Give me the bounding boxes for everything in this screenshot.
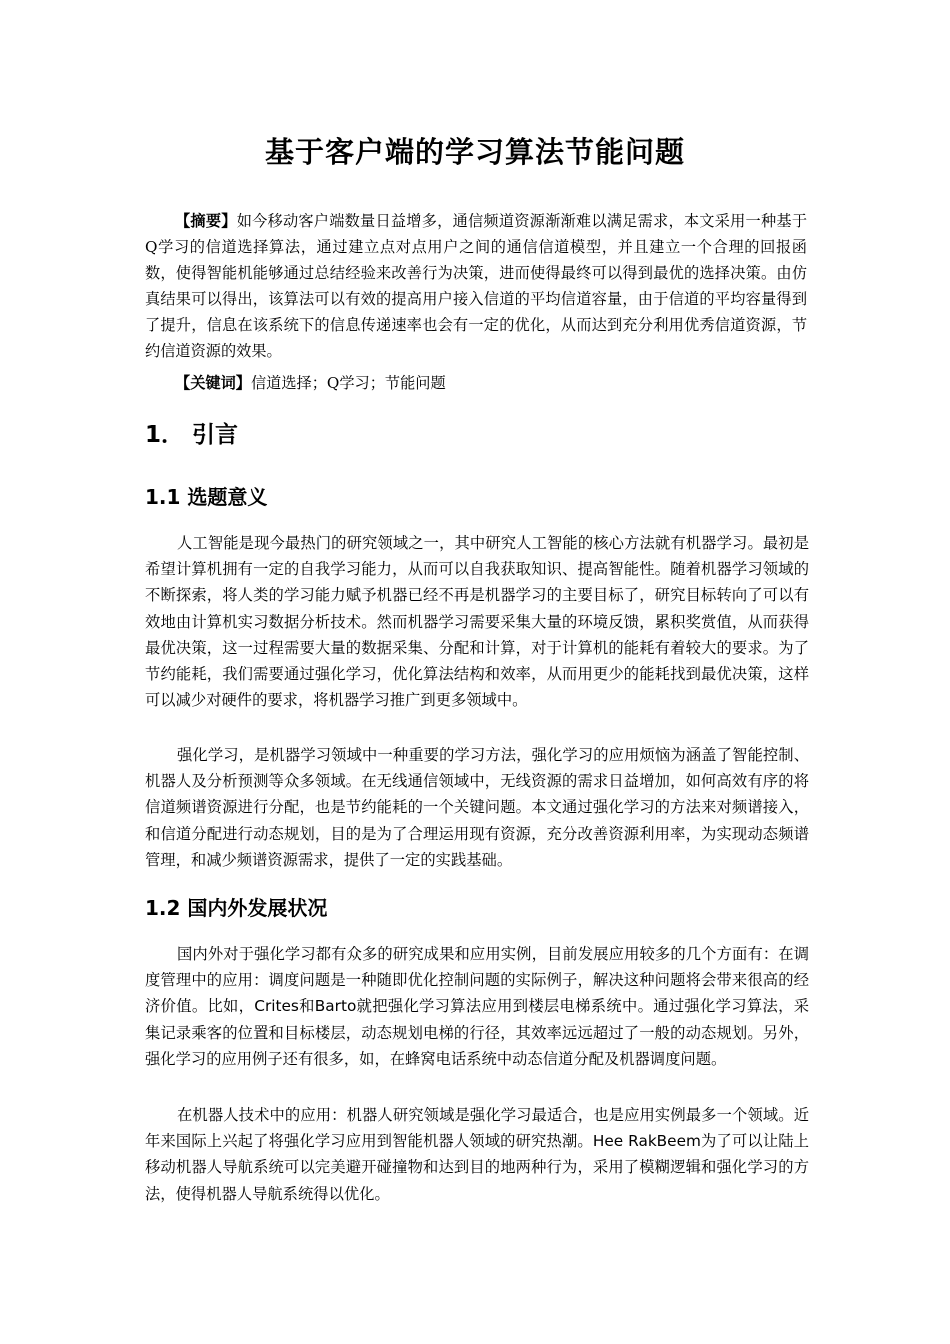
abstract — [145, 208, 807, 364]
keywords-label: 【关键词】 — [175, 374, 251, 392]
paper-title: 基于客户端的学习算法节能问题 — [264, 135, 685, 169]
paragraph-significance-1: 人工智能是现今最热门的研究领域之一，其中研究人工智能的核心方法就有机器学习。最初是希望计算机拥有一定的自我学习能力，从而可以自我获取知识、提高智能性。随着机器学习领域的不断探索，将人类的学习能力赋予机器已经不再是机器学习的主要目标了，研究目标转向了可以有效地由计算机实习数据分析技术。然而机器学习需要采集大量的环境反馈，累积奖赏值，从而获得最优决策，这一过程需要大量的数据采集、分配和计算，对于计算机的能耗有着较大的要求。为了节约能耗，我们需要通过强化学习，优化算法结构和效率，从而用更少的能耗找到最优决策，这样可以减少对硬件的要求，将机器学习推广到更多领域中。 — [145, 534, 809, 710]
paragraph-significance-2: 强化学习，是机器学习领域中一种重要的学习方法，强化学习的应用烦恼为涵盖了智能控制、机器人及分析预测等众多领域。在无线通信领域中，无线资源的需求日益增加，如何高效有序的将信道频谱资源进行分配，也是节约能耗的一个关键问题。本文通过强化学习的方法来对频谱接入，和信道分配进行动态规划，目的是为了合理运用现有资源，充分改善资源利用率，为实现动态频谱管理，和减少频谱资源需求，提供了一定的实践基础。 — [145, 746, 809, 869]
section-heading-significance: 1.1 选题意义 — [145, 485, 268, 509]
paragraph-status-1: 国内外对于强化学习都有众多的研究成果和应用实例，目前发展应用较多的几个方面有：在调度管理中的应用：调度问题是一种随即优化控制问题的实际例子，解决这种问题将会带来很高的经济价值。比如，Crites和Barto就把强化学习算法应用到楼层电梯系统中。通过强化学习算法，采集记录乘客的位置和目标楼层，动态规划电梯的行径，其效率远远超过了一般的动态规划。另外，强化学习的应用例子还有很多，如，在蜂窝电话系统中动态信道分配及机器调度问题。 — [145, 945, 809, 1068]
paragraph-status-2: 在机器人技术中的应用：机器人研究领域是强化学习最适合，也是应用实例最多一个领域。近年来国际上兴起了将强化学习应用到智能机器人领域的研究热潮。Hee RakBeem为了可以让陆上移动机器人导航系统可以完美避开碰撞物和达到目的地两种行为，采用了模糊逻辑和强化学习的方法，使得机器人导航系统得以优化。 — [145, 1106, 809, 1203]
section-heading-introduction: 1． 引言 — [145, 422, 239, 448]
section-heading-status: 1.2 国内外发展状况 — [145, 896, 328, 920]
keywords-text: 信道选择；Q学习；节能问题 — [250, 374, 446, 392]
abstract-label: 【摘要】 — [175, 212, 237, 230]
abstract-text: 如今移动客户端数量日益增多，通信频道资源渐渐难以满足需求，本文采用一种基于Q学习的信道选择算法，通过建立点对点用户之间的通信信道模型，并且建立一个合理的回报函数，使得智能机能够通过总结经验来改善行为决策，进而使得最终可以得到最优的选择决策。由仿真结果可以得出，该算法可以有效的提高用户接入信道的平均信道容量，由于信道的平均容量得到了提升，信息在该系统下的信息传递速率也会有一定的优化，从而达到充分利用优秀信道资源，节约信道资源的效果。 — [145, 212, 808, 360]
keywords — [145, 370, 807, 396]
